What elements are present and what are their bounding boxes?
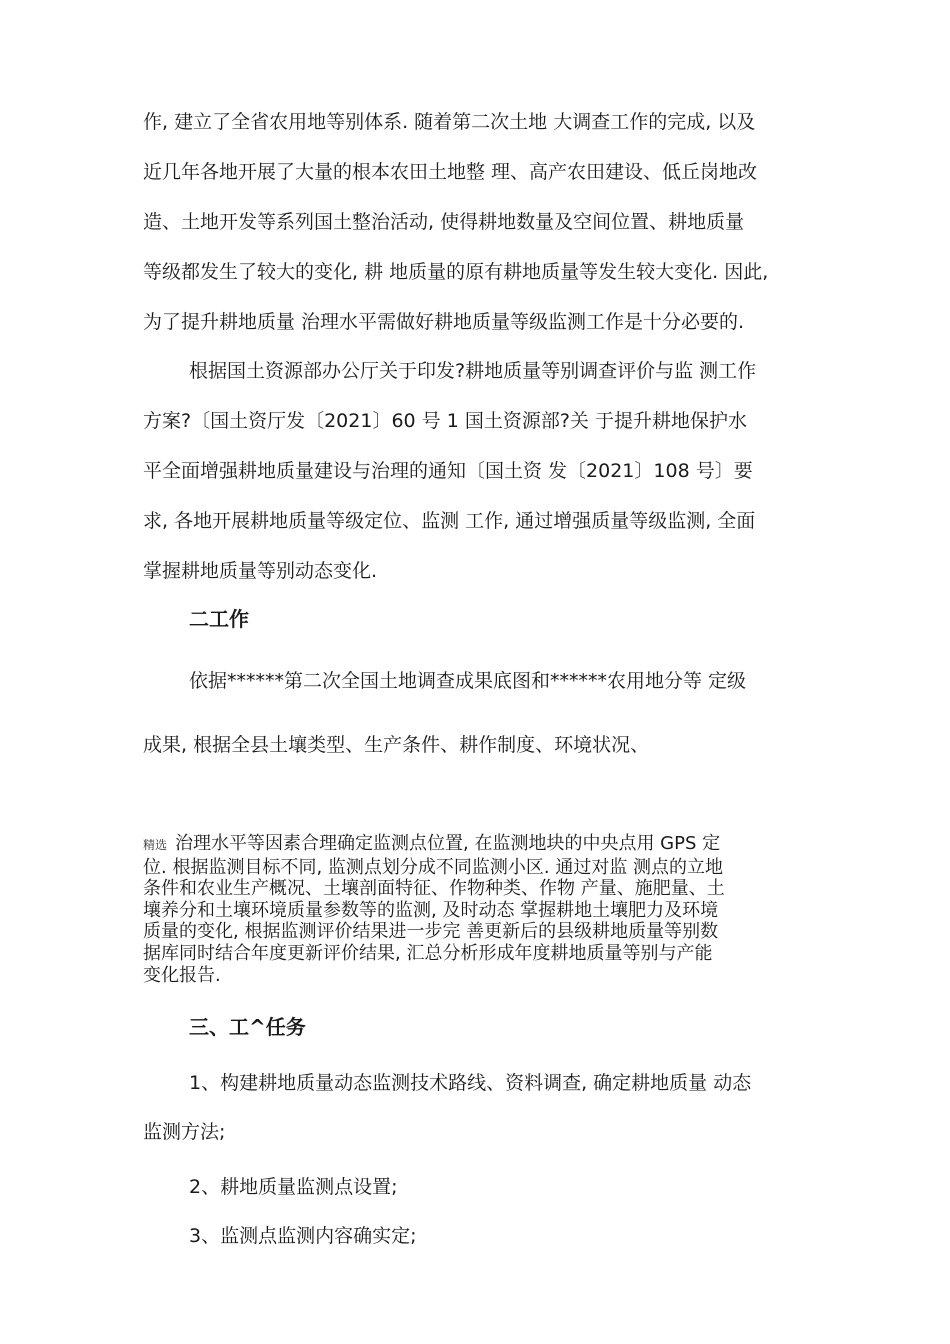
paragraph2-line-5: 掌握耕地质量等别动态变化. — [143, 560, 378, 582]
block-line-7: 变化报告. — [143, 964, 221, 986]
section3-heading: 三、工^任务 — [189, 1015, 306, 1039]
paragraph1-line-3: 造、土地开发等系列国土整治活动, 使得耕地数量及空间位置、耕地质量 — [143, 211, 745, 233]
section-tag: 精选 — [143, 838, 168, 852]
paragraph1-line-4: 等级都发生了较大的变化, 耕 地质量的原有耕地质量等发生较大变化. 因此, — [143, 261, 769, 283]
block-line-2: 位. 根据监测目标不同, 监测点划分成不同监测小区. 通过对监 测点的立地 — [143, 856, 724, 878]
block-line-4: 壤养分和土壤环境质量参数等的监测, 及时动态 掌握耕地土壤肥力及环境 — [143, 899, 719, 921]
paragraph2-line-2: 方案?〔国土资厅发〔2021〕60 号 1 国土资源部?关 于提升耕地保护水 — [143, 410, 747, 432]
block-line-6: 据库同时结合年度更新评价结果, 汇总分析形成年度耕地质量等别与产能 — [143, 942, 713, 964]
paragraph1-line-5: 为了提升耕地质量 治理水平需做好耕地质量等级监测工作是十分必要的. — [143, 311, 745, 333]
section3-item-1: 1、构建耕地质量动态监测技术路线、资料调查, 确定耕地质量 动态 — [189, 1072, 752, 1094]
block-line-3: 条件和农业生产概况、土壤剖面特征、作物种类、作物 产量、施肥量、土 — [143, 878, 725, 900]
section3-item-1-cont: 监测方法; — [143, 1121, 226, 1143]
paragraph2-line-4: 求, 各地开展耕地质量等级定位、监测 工作, 通过增强质量等级监测, 全面 — [143, 510, 756, 532]
section2-heading: 二工作 — [189, 607, 249, 631]
block-line-5: 质量的变化, 根据监测评价结果进一步完 善更新后的县级耕地质量等别数 — [143, 921, 719, 943]
paragraph1-line-2: 近几年各地开展了大量的根本农田土地整 理、高产农田建设、低丘岗地改 — [143, 161, 758, 183]
section2-line-1: 依据******第二次全国土地调查成果底图和******农用地分等 定级 — [189, 670, 747, 692]
paragraph2-line-3: 平全面增强耕地质量建设与治理的通知〔国土资 发〔2021〕108 号〕要 — [143, 460, 753, 482]
paragraph2-line-1: 根据国土资源部办公厅关于印发?耕地质量等别调查评价与监 测工作 — [189, 360, 757, 382]
paragraph1-line-1: 作, 建立了全省农用地等别体系. 随着第二次土地 大调查工作的完成, 以及 — [143, 111, 756, 133]
dense-paragraph — [143, 833, 808, 986]
block-line-1: 治理水平等因素合理确定监测点位置, 在监测地块的中央点用 GPS 定 — [175, 833, 721, 854]
section2-line-2: 成果, 根据全县土壤类型、生产条件、耕作制度、环境状况、 — [143, 734, 650, 756]
section3-item-2: 2、耕地质量监测点设置; — [189, 1176, 398, 1198]
section3-item-3: 3、监测点监测内容确实定; — [189, 1225, 417, 1247]
